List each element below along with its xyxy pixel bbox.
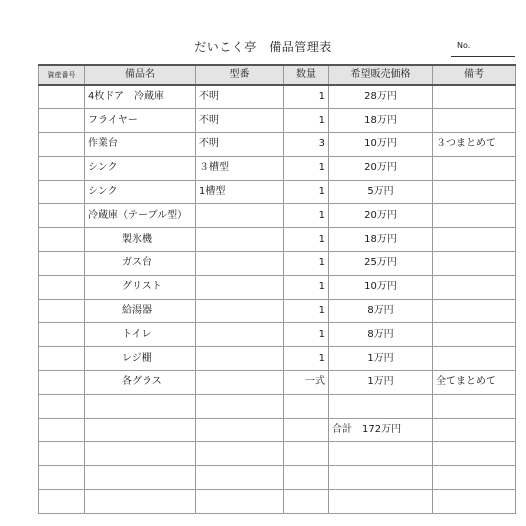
note-cell: ３つまとめて (433, 133, 516, 157)
document-title: だいこく亭 備品管理表 (194, 40, 332, 54)
asset-no-cell (39, 418, 85, 442)
model-cell (196, 323, 284, 347)
item-name-cell (85, 442, 196, 466)
table-row (39, 299, 516, 323)
asset-no-cell (39, 204, 85, 228)
price-cell: 10万円 (329, 275, 433, 299)
note-cell (433, 228, 516, 252)
note-cell (433, 204, 516, 228)
table-row (39, 323, 516, 347)
model-cell (196, 371, 284, 395)
asset-no-cell (39, 275, 85, 299)
item-name-cell (85, 466, 196, 490)
note-cell (433, 490, 516, 514)
model-cell (196, 204, 284, 228)
note-cell (433, 156, 516, 180)
column-header-item-name: 備品名 (85, 65, 196, 85)
table-row (39, 347, 516, 371)
model-cell (196, 299, 284, 323)
item-name-cell: グリスト (85, 275, 196, 299)
price-cell: 合計 172万円 (329, 418, 433, 442)
item-name-cell: 冷蔵庫（テーブル型） (85, 204, 196, 228)
note-cell (433, 394, 516, 418)
model-cell (196, 347, 284, 371)
quantity-cell (284, 418, 329, 442)
model-cell: 不明 (196, 133, 284, 157)
price-cell: 28万円 (329, 85, 433, 109)
table-row (39, 180, 516, 204)
item-name-cell: 各グラス (85, 371, 196, 395)
quantity-cell: 1 (284, 204, 329, 228)
table-row (39, 418, 516, 442)
number-field-label: No. (451, 41, 515, 57)
asset-no-cell (39, 228, 85, 252)
equipment-table (38, 64, 516, 514)
column-header-price: 希望販売価格 (329, 65, 433, 85)
table-row (39, 252, 516, 276)
quantity-cell: 1 (284, 109, 329, 133)
table-header-row (39, 65, 516, 85)
item-name-cell: シンク (85, 180, 196, 204)
quantity-cell (284, 466, 329, 490)
column-header-quantity: 数量 (284, 65, 329, 85)
item-name-cell: 4枚ドア 冷蔵庫 (85, 85, 196, 109)
model-cell (196, 418, 284, 442)
note-cell (433, 323, 516, 347)
model-cell (196, 466, 284, 490)
quantity-cell: 1 (284, 85, 329, 109)
item-name-cell (85, 394, 196, 418)
quantity-cell: 1 (284, 252, 329, 276)
model-cell (196, 228, 284, 252)
item-name-cell: 作業台 (85, 133, 196, 157)
model-cell (196, 275, 284, 299)
note-cell (433, 466, 516, 490)
quantity-cell: 一式 (284, 371, 329, 395)
price-cell: 8万円 (329, 323, 433, 347)
asset-no-cell (39, 371, 85, 395)
model-cell (196, 252, 284, 276)
table-row (39, 442, 516, 466)
asset-no-cell (39, 180, 85, 204)
price-cell (329, 490, 433, 514)
model-cell (196, 442, 284, 466)
quantity-cell: 1 (284, 275, 329, 299)
model-cell (196, 394, 284, 418)
item-name-cell: シンク (85, 156, 196, 180)
asset-no-cell (39, 466, 85, 490)
item-name-cell: 製氷機 (85, 228, 196, 252)
model-cell: 1槽型 (196, 180, 284, 204)
column-header-asset-no: 資産番号 (39, 65, 85, 85)
table-row (39, 466, 516, 490)
price-cell: 5万円 (329, 180, 433, 204)
price-cell (329, 466, 433, 490)
quantity-cell: 1 (284, 299, 329, 323)
price-cell: 1万円 (329, 347, 433, 371)
note-cell (433, 275, 516, 299)
asset-no-cell (39, 133, 85, 157)
item-name-cell (85, 490, 196, 514)
price-cell: 25万円 (329, 252, 433, 276)
asset-no-cell (39, 347, 85, 371)
quantity-cell: 3 (284, 133, 329, 157)
table-row (39, 371, 516, 395)
model-cell: 不明 (196, 109, 284, 133)
asset-no-cell (39, 442, 85, 466)
asset-no-cell (39, 85, 85, 109)
item-name-cell: ガス台 (85, 252, 196, 276)
item-name-cell (85, 418, 196, 442)
model-cell: 不明 (196, 85, 284, 109)
asset-no-cell (39, 394, 85, 418)
quantity-cell: 1 (284, 180, 329, 204)
quantity-cell: 1 (284, 347, 329, 371)
table-row (39, 85, 516, 109)
table-row (39, 490, 516, 514)
item-name-cell: 給湯器 (85, 299, 196, 323)
asset-no-cell (39, 252, 85, 276)
column-header-model: 型番 (196, 65, 284, 85)
item-name-cell: レジ棚 (85, 347, 196, 371)
asset-no-cell (39, 490, 85, 514)
item-name-cell: フライヤー (85, 109, 196, 133)
price-cell: 10万円 (329, 133, 433, 157)
quantity-cell (284, 442, 329, 466)
quantity-cell: 1 (284, 323, 329, 347)
table-row (39, 133, 516, 157)
price-cell (329, 442, 433, 466)
note-cell (433, 180, 516, 204)
note-cell (433, 347, 516, 371)
quantity-cell: 1 (284, 156, 329, 180)
price-cell: 20万円 (329, 204, 433, 228)
item-name-cell: トイレ (85, 323, 196, 347)
price-cell: 20万円 (329, 156, 433, 180)
price-cell: 18万円 (329, 109, 433, 133)
note-cell (433, 418, 516, 442)
note-cell (433, 252, 516, 276)
table-row (39, 109, 516, 133)
note-cell (433, 442, 516, 466)
price-cell (329, 394, 433, 418)
note-cell (433, 109, 516, 133)
table-row (39, 156, 516, 180)
table-row (39, 228, 516, 252)
model-cell (196, 490, 284, 514)
price-cell: 18万円 (329, 228, 433, 252)
model-cell: ３槽型 (196, 156, 284, 180)
asset-no-cell (39, 299, 85, 323)
note-cell (433, 299, 516, 323)
note-cell (433, 85, 516, 109)
table-row (39, 275, 516, 299)
asset-no-cell (39, 323, 85, 347)
note-cell: 全てまとめて (433, 371, 516, 395)
quantity-cell (284, 490, 329, 514)
asset-no-cell (39, 156, 85, 180)
price-cell: 1万円 (329, 371, 433, 395)
quantity-cell: 1 (284, 228, 329, 252)
asset-no-cell (39, 109, 85, 133)
price-cell: 8万円 (329, 299, 433, 323)
table-row (39, 394, 516, 418)
column-header-note: 備考 (433, 65, 516, 85)
table-row (39, 204, 516, 228)
quantity-cell (284, 394, 329, 418)
